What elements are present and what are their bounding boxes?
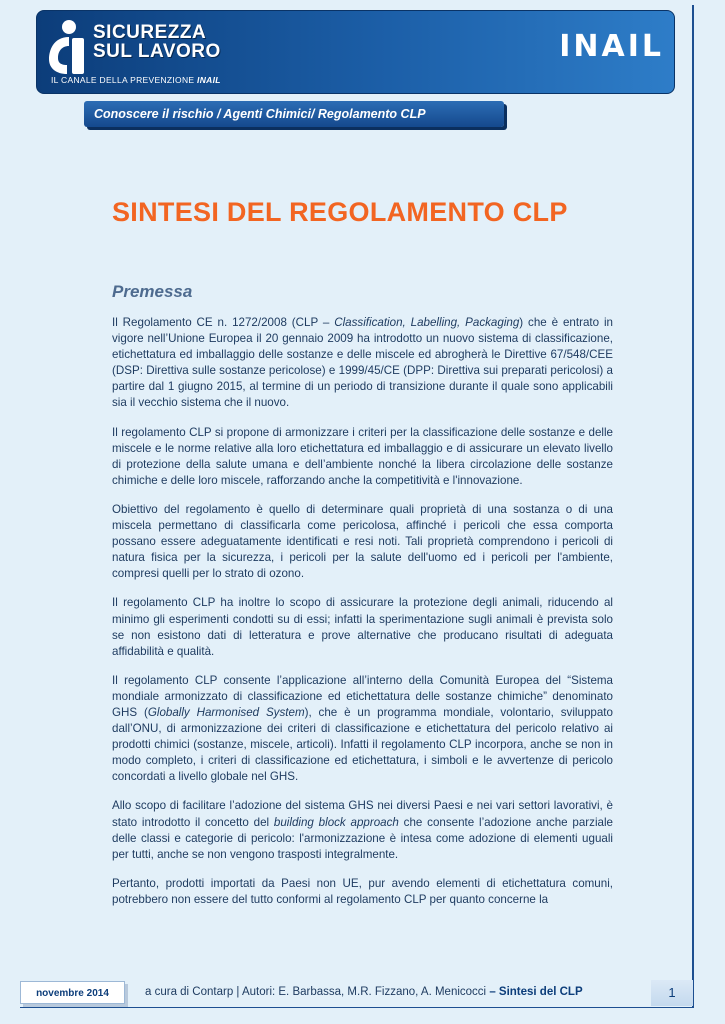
page-number: 1 (651, 980, 693, 1006)
logo-title-line1: SICUREZZA (93, 22, 207, 43)
right-margin-rule (692, 5, 694, 1007)
section-heading: Premessa (112, 282, 193, 301)
paragraph: Il regolamento CLP si propone di armonizzare i criteri per la classificazione delle sostanze e delle miscele e le norme relative alla loro etichettatura ed imballaggio e di assicurare un elevato livello di protezione della salute umana e dell’ambiente nonché la libera circolazione delle sostanze chimiche e delle loro miscele, rafforzando anche la competitività e l'innovazione. (112, 425, 613, 487)
logo-subtitle-brand: INAIL (197, 75, 221, 85)
document-title: SINTESI DEL REGOLAMENTO CLP (112, 197, 568, 227)
header-banner (36, 10, 675, 94)
footer-credit (145, 986, 583, 998)
logo-subtitle (51, 75, 221, 85)
paragraph: Il regolamento CLP consente l’applicazione all’interno della Comunità Europea del “Sistema mondiale armonizzato di classificazione ed etichettatura delle sostanze chimiche” denominato GHS (Globally Harmonised System), che è un programma mondiale, volontario, sviluppato dall’ONU, di armonizzazione dei criteri di classificazione e etichettatura del pericolo relativo ai prodotti chimici (sostanze, miscele, articoli). Infatti il regolamento CLP incorpora, anche se non in modo completo, i criteri di classificazione ed etichettatura, i simboli e le avvertenze di pericolo concordati a livello globale nel GHS. (112, 673, 613, 784)
footer-rule (20, 1007, 694, 1008)
safety-logo-icon (47, 19, 93, 75)
footer-date: novembre 2014 (20, 981, 125, 1004)
logo-title (93, 23, 221, 61)
paragraph: Allo scopo di facilitare l’adozione del sistema GHS nei diversi Paesi e nei vari settori lavorativi, è stato introdotto il concetto del building block approach che consente l’adozione anche parziale delle classi e categorie di pericolo: l'armonizzazione è intesa come adozione di elementi uguali per tutti, anche se non vengono trasposti integralmente. (112, 799, 613, 861)
paragraph: Obiettivo del regolamento è quello di determinare quali proprietà di una sostanza o di una miscela permettano di classificarla come pericolosa, affinché i pericoli che essa comporta possano essere adeguatamente identificati e resi noti. Tali proprietà comprendono i pericoli di natura fisica per la sicurezza, i pericoli per la salute dell'uomo ed i pericoli per l'ambiente, compresi quelli per lo strato di ozono. (112, 502, 613, 581)
footer-authors: a cura di Contarp | Autori: E. Barbassa, M.R. Fizzano, A. Menicocci (145, 986, 487, 998)
paragraph: Pertanto, prodotti importati da Paesi non UE, pur avendo elementi di etichettatura comuni, potrebbero non essere del tutto conformi al regolamento CLP per quanto concerne la (112, 876, 613, 906)
paragraph: Il regolamento CLP ha inoltre lo scopo di assicurare la protezione degli animali, riducendo al minimo gli esperimenti condotti su di essi; infatti la sperimentazione sugli animali è prevista solo se non esistono dati di letteratura e prove alternative che producano risultati di adeguata affidabilità e qualità. (112, 596, 613, 658)
body-text (112, 315, 613, 921)
logo-title-line2: SUL LAVORO (93, 41, 221, 62)
breadcrumb[interactable]: Conoscere il rischio / Agenti Chimici/ Regolamento CLP (84, 101, 504, 127)
inail-logo: INAIL (559, 29, 664, 64)
footer-doc-title: – Sintesi del CLP (489, 986, 583, 998)
logo-subtitle-text: IL CANALE DELLA PREVENZIONE (51, 75, 195, 85)
paragraph: Il Regolamento CE n. 1272/2008 (CLP – Classification, Labelling, Packaging) che è entrato in vigore nell’Unione Europea il 20 gennaio 2009 ha introdotto un nuovo sistema di classificazione, etichettatura ed imballaggio delle sostanze e delle miscele ed abrogherà le Direttive 67/548/CEE (DSP: Direttiva sulle sostanze pericolose) e 1999/45/CE (DPP: Direttiva sui preparati pericolosi) a partire dal 1 giugno 2015, al termine di un periodo di transizione durante il quale sono applicabili sia il vecchio sistema che il nuovo. (112, 316, 613, 410)
